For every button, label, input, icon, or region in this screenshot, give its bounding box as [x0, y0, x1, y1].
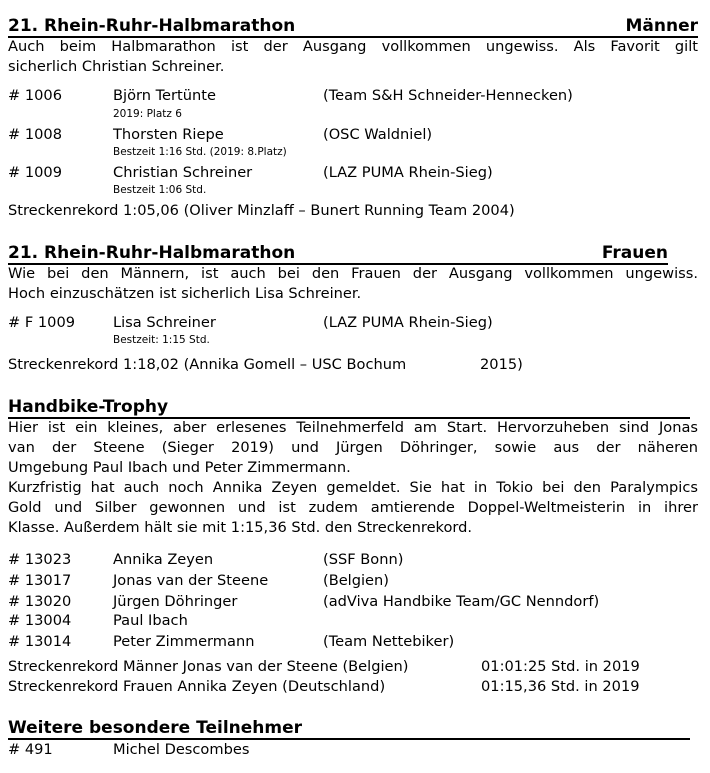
participant-name: Jonas van der Steene	[113, 572, 269, 589]
women-course-record-year: 2015)	[480, 356, 523, 373]
participant-number: # 13023	[8, 551, 72, 568]
runner-number: # F 1009	[8, 314, 76, 331]
participant-number: # 491	[8, 741, 53, 758]
participant-name: Annika Zeyen	[113, 551, 214, 568]
women-course-record: Streckenrekord 1:18,02 (Annika Gomell – USC Bochum	[8, 356, 407, 373]
runner-number: # 1008	[8, 126, 63, 143]
men-course-record: Streckenrekord 1:05,06 (Oliver Minzlaff – Bunert Running Team 2004)	[8, 202, 515, 219]
runner-note: Bestzeit 1:06 Std.	[113, 184, 207, 196]
others-section-title: Weitere besondere Teilnehmer	[8, 718, 303, 738]
participant-club: (Belgien)	[323, 572, 389, 589]
men-intro-line: Auch beim Halbmarathon ist der Ausgang vollkommen ungewiss. Als Favorit gilt	[8, 38, 698, 55]
handbike-intro-line: Hier ist ein kleines, aber erlesenes Teilnehmerfeld am Start. Hervorzuheben sind Jonas	[8, 419, 698, 436]
handbike-intro-line: Umgebung Paul Ibach und Peter Zimmermann.	[8, 459, 351, 476]
handbike-record-women: Streckenrekord Frauen Annika Zeyen (Deutschland)	[8, 678, 386, 695]
runner-name: Christian Schreiner	[113, 164, 253, 181]
men-intro-line: sicherlich Christian Schreiner.	[8, 58, 225, 75]
handbike-record-men-time: 01:01:25 Std. in 2019	[481, 658, 640, 675]
handbike-section-title: Handbike-Trophy	[8, 397, 169, 417]
men-intro	[8, 37, 698, 77]
participant-number: # 13017	[8, 572, 72, 589]
men-section-title: 21. Rhein-Ruhr-Halbmarathon	[8, 16, 296, 36]
women-category: Frauen	[601, 243, 668, 263]
participant-club: (Team Nettebiker)	[323, 633, 455, 650]
participant-name: Paul Ibach	[113, 612, 188, 629]
runner-club: (OSC Waldniel)	[323, 126, 433, 143]
handbike-record-men: Streckenrekord Männer Jonas van der Steene (Belgien)	[8, 658, 409, 675]
handbike-intro-line: Klasse. Außerdem hält sie mit 1:15,36 Std. den Streckenrekord.	[8, 519, 473, 536]
runner-note: Bestzeit 1:16 Std. (2019: 8.Platz)	[113, 146, 287, 158]
participant-number: # 13004	[8, 612, 72, 629]
handbike-section-heading	[8, 397, 690, 419]
handbike-record-women-time: 01:15,36 Std. in 2019	[481, 678, 640, 695]
runner-name: Björn Tertünte	[113, 87, 216, 104]
runner-name: Lisa Schreiner	[113, 314, 216, 331]
women-intro-line: Wie bei den Männern, ist auch bei den Frauen der Ausgang vollkommen ungewiss.	[8, 265, 698, 282]
handbike-intro-line: Gold und Silber gewonnen und ist zudem amtierende Doppel-Weltmeisterin in ihrer	[8, 499, 698, 516]
handbike-intro-line: Kurzfristig hat auch noch Annika Zeyen gemeldet. Sie hat in Tokio bei den Paralympics	[8, 479, 698, 496]
women-intro-line: Hoch einzuschätzen ist sicherlich Lisa Schreiner.	[8, 285, 362, 302]
runner-note: Bestzeit: 1:15 Std.	[113, 334, 210, 346]
runner-number: # 1006	[8, 87, 63, 104]
runner-number: # 1009	[8, 164, 63, 181]
runner-name: Thorsten Riepe	[113, 126, 224, 143]
runner-club: (Team S&H Schneider-Hennecken)	[323, 87, 573, 104]
handbike-intro	[8, 418, 698, 538]
men-category: Männer	[625, 16, 698, 36]
participant-club: (adViva Handbike Team/GC Nenndorf)	[323, 593, 600, 610]
men-section-heading	[8, 16, 698, 38]
handbike-intro-line: van der Steene (Sieger 2019) und Jürgen Döhringer, sowie aus der näheren	[8, 439, 698, 456]
women-section-heading	[8, 243, 668, 265]
participant-name: Jürgen Döhringer	[113, 593, 238, 610]
women-section-title: 21. Rhein-Ruhr-Halbmarathon	[8, 243, 296, 263]
participant-number: # 13020	[8, 593, 72, 610]
runner-club: (LAZ PUMA Rhein-Sieg)	[323, 164, 493, 181]
participant-name: Peter Zimmermann	[113, 633, 255, 650]
runner-club: (LAZ PUMA Rhein-Sieg)	[323, 314, 493, 331]
participant-number: # 13014	[8, 633, 72, 650]
participant-name: Michel Descombes	[113, 741, 250, 758]
women-intro	[8, 264, 698, 304]
participant-club: (SSF Bonn)	[323, 551, 404, 568]
runner-note: 2019: Platz 6	[113, 108, 182, 120]
others-section-heading	[8, 718, 690, 740]
